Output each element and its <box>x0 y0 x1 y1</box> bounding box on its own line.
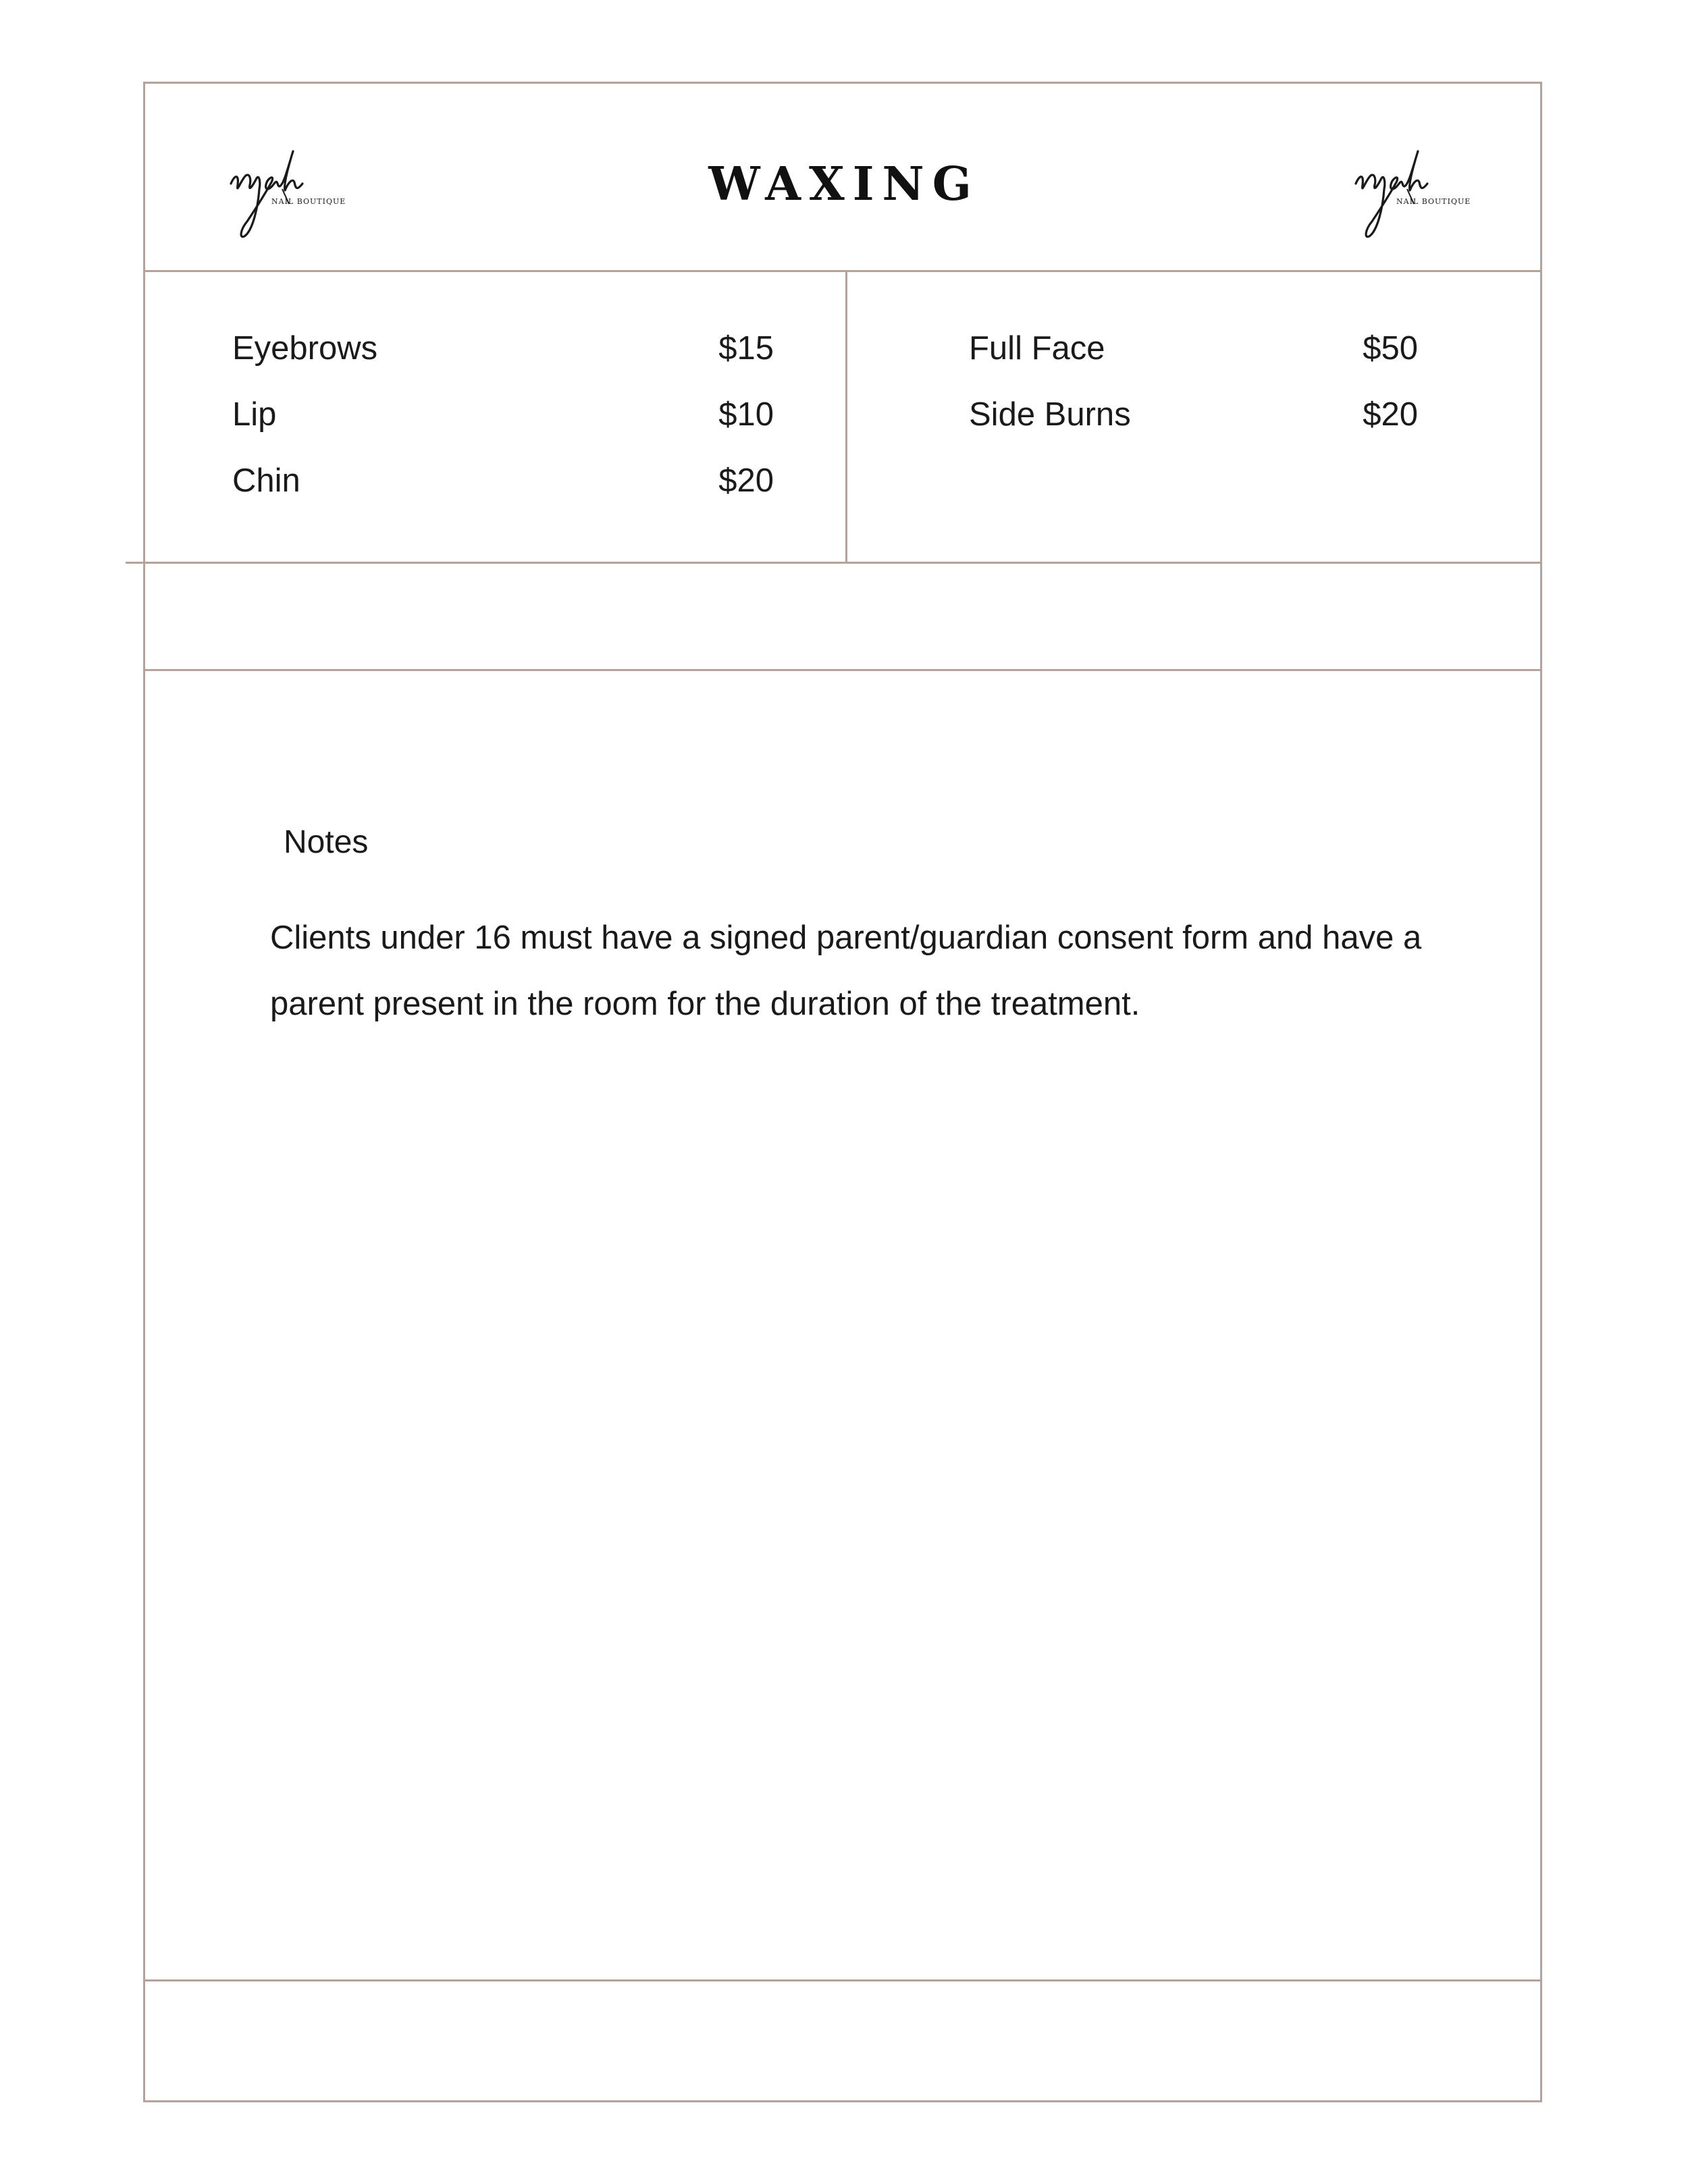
menu-bottom-divider <box>126 562 1542 564</box>
page-title: WAXING <box>708 157 980 211</box>
svg-text:NAIL BOUTIQUE: NAIL BOUTIQUE <box>1396 197 1471 206</box>
service-name: Side Burns <box>969 396 1131 433</box>
service-name: Full Face <box>969 330 1105 367</box>
service-name: Lip <box>232 396 277 433</box>
service-name: Chin <box>232 462 300 499</box>
service-price: $15 <box>718 330 774 367</box>
menu-frame <box>143 82 1542 2102</box>
notes-heading: Notes <box>284 824 369 860</box>
service-price: $20 <box>1363 396 1418 433</box>
brand-logo-right <box>1348 142 1483 243</box>
service-price: $10 <box>718 396 774 433</box>
service-price: $20 <box>718 462 774 499</box>
notes-body: Clients under 16 must have a signed parent/guardian consent form and have a parent present in the room for the duration of the treatment. <box>270 920 1422 1022</box>
brand-logo-left <box>223 142 358 243</box>
footer-divider <box>143 1979 1542 1981</box>
column-divider <box>845 271 847 562</box>
empty-row-divider <box>143 669 1542 671</box>
header-divider <box>143 270 1542 272</box>
service-price: $50 <box>1363 330 1418 367</box>
service-name: Eyebrows <box>232 330 378 367</box>
svg-text:NAIL BOUTIQUE: NAIL BOUTIQUE <box>271 197 346 206</box>
